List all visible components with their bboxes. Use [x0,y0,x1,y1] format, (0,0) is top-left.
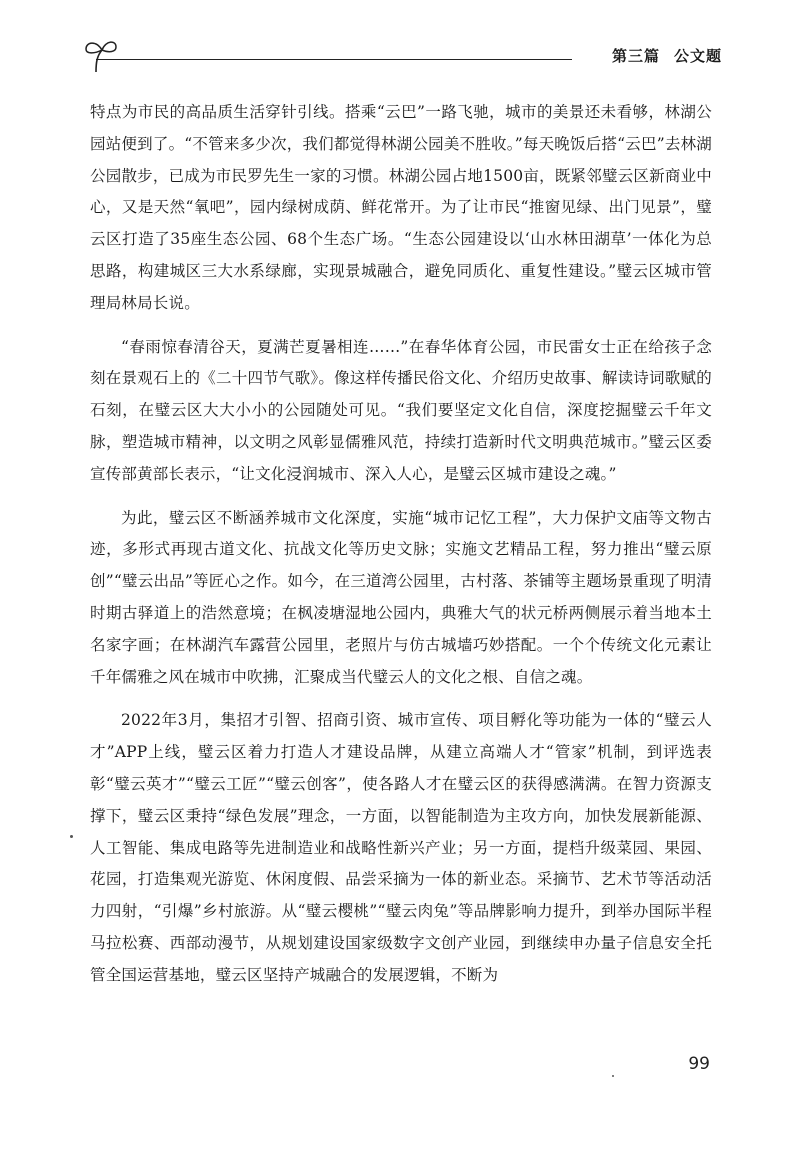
scan-speck [70,835,73,838]
header-part: 第三篇 [611,47,660,65]
paragraph-3: 为此，璧云区不断涵养城市文化深度，实施“城市记忆工程”，大力保护文庙等文物古迹，多形式再现古道文化、抗战文化等历史文脉；实施文艺精品工程，努力推出“璧云原创”“璧云出品”等匠心之作。如今，在三道湾公园里，古村落、茶铺等主题场景重现了明清时期古驿道上的浩然意境；在枫凌塘湿地公园内，典雅大气的状元桥两侧展示着当地本土名家字画；在林湖汽车露营公园里，老照片与仿古城墙巧妙搭配。一个个传统文化元素让千年儒雅之风在城市中吹拂，汇聚成当代璧云人的文化之根、自信之魂。 [90,508,712,686]
paragraph-1: 特点为市民的高品质生活穿针引线。搭乘“云巴”一路飞驰，城市的美景还未看够，林湖公园站便到了。“不管来多少次，我们都觉得林湖公园美不胜收。”每天晚饭后搭“云巴”去林湖公园散步，已成为市民罗先生一家的习惯。林湖公园占地1500亩，既紧邻璧云区新商业中心，又是天然“氧吧”，园内绿树成荫、鲜花常开。为了让市民“推窗见绿、出门见景”，璧云区打造了35座生态公园、68个生态广场。“生态公园建设以‘山水林田湖草’一体化为总思路，构建城区三大水系绿廊，实现景城融合，避免同质化、重复性建设。”璧云区城市管理局林局长说。 [90,103,712,312]
page-number: 99 [688,1054,710,1074]
header-title [598,45,722,66]
header-rule [96,59,572,60]
page-header [82,36,722,76]
header-section: 公文题 [673,47,722,65]
paragraph-4: 2022年3月，集招才引智、招商引资、城市宣传、项目孵化等功能为一体的“璧云人才”APP上线，璧云区着力打造人才建设品牌，从建立高端人才“管家”机制，到评选表彰“璧云英才”“璧云工匠”“璧云创客”，使各路人才在璧云区的获得感满满。在智力资源支撑下，璧云区秉持“绿色发展”理念，一方面，以智能制造为主攻方向，加快发展新能源、人工智能、集成电路等先进制造业和战略性新兴产业；另一方面，提档升级菜园、果园、花园，打造集观光游览、休闲度假、品尝采摘为一体的新业态。采摘节、艺术节等活动活力四射，“引爆”乡村旅游。从“璧云樱桃”“璧云肉兔”等品牌影响力提升，到举办国际半程马拉松赛、西部动漫节，从规划建设国家级数字文创产业园，到继续申办量子信息安全托管全国运营基地，璧云区坚持产城融合的发展逻辑，不断为 [90,711,712,984]
paragraph-2: “春雨惊春清谷天，夏满芒夏暑相连……”在春华体育公园，市民雷女士正在给孩子念刻在景观石上的《二十四节气歌》。像这样传播民俗文化、介绍历史故事、解读诗词歌赋的石刻，在璧云区大大小小的公园随处可见。“我们要坚定文化自信，深度挖掘璧云千年文脉，塑造城市精神，以文明之风彰显儒雅风范，持续打造新时代文明典范城市。”璧云区委宣传部黄部长表示，“让文化浸润城市、深入人心，是璧云区城市建设之魂。” [90,337,712,483]
sprout-icon [82,36,122,74]
scan-speck [612,1075,614,1077]
body-text [90,97,712,1004]
